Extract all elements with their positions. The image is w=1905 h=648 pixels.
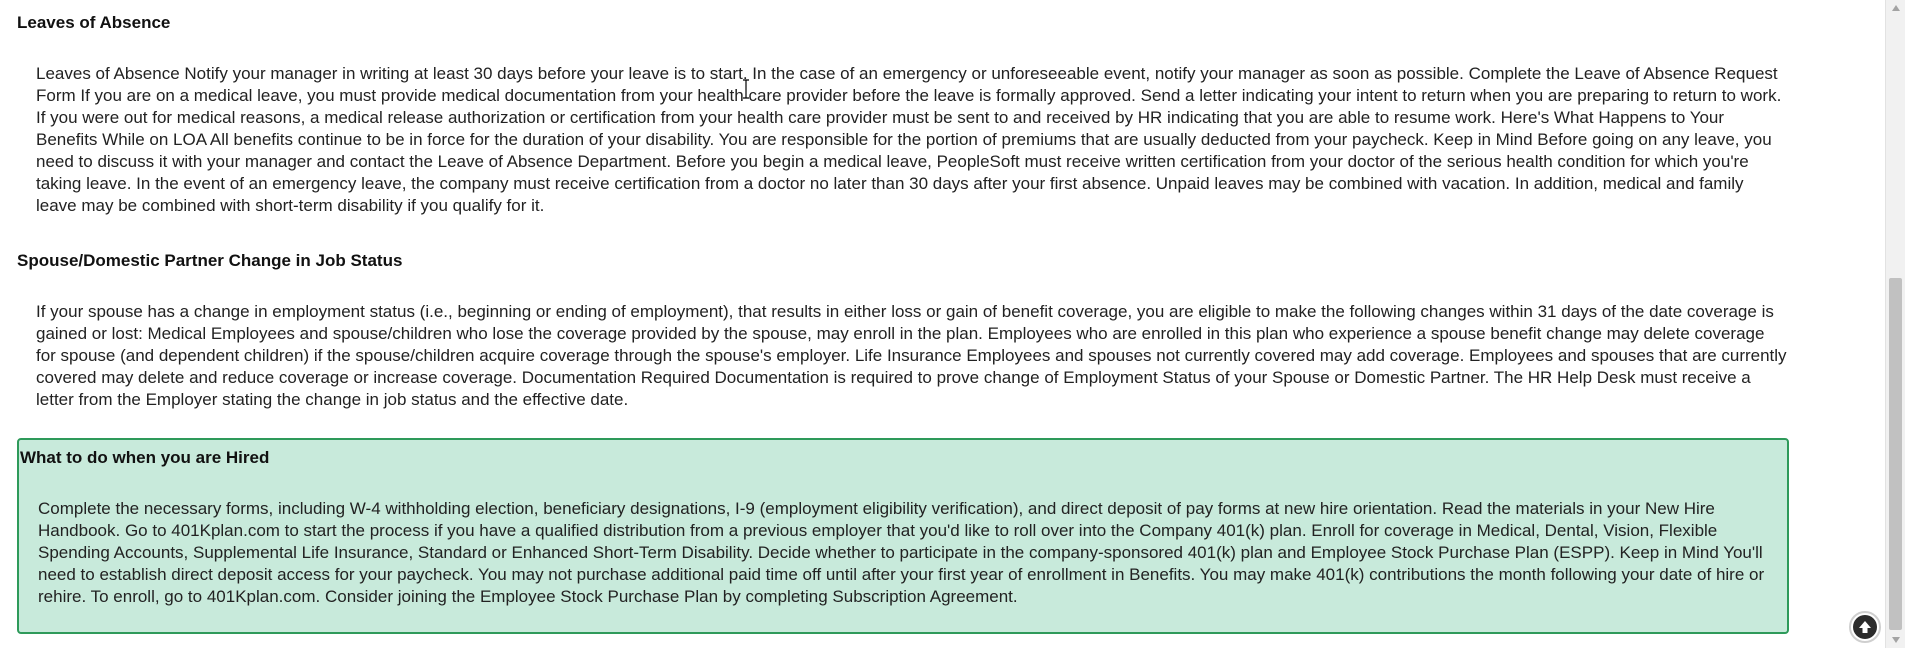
section-title: Leaves of Absence bbox=[17, 13, 171, 32]
section-body: If your spouse has a change in employment status (i.e., beginning or ending of employment), that results in either loss or gain of benefit coverage, you are eligible to make the following changes within 31 days of the date coverage is gained or lost: Medical Employees and spouse/children who lose the coverage provided by the spouse, may enroll in the plan. Employees who are enrolled in this plan who experience a spouse benefit change may delete coverage for spouse (and dependent children) if the spouse/children acquire coverage through the spouse's employer. Life Insurance Employees and spouses not currently covered may add coverage. Employees and spouses that are currently covered may delete and reduce coverage or increase coverage. Documentation Required Documentation is required to prove change of Employment Status of your Spouse or Domestic Partner. The HR Help Desk must receive a letter from the Employer stating the change in job status and the effective date. bbox=[36, 302, 1787, 409]
section-leaves-of-absence bbox=[17, 13, 1789, 217]
section-body: Complete the necessary forms, including W-4 withholding election, beneficiary designations, I-9 (employment eligibility verification), and direct deposit of pay forms at new hire orientation. Read the materials in your New Hire Handbook. Go to 401Kplan.com to start the process if you have a qualified distribution from a previous employer that you'd like to roll over into the Company 401(k) plan. Enroll for coverage in Medical, Dental, Vision, Flexible Spending Accounts, Supplemental Life Insurance, Standard or Enhanced Short-Term Disability. Decide whether to participate in the company-sponsored 401(k) plan and Employee Stock Purchase Plan (ESPP). Keep in Mind You'll need to establish direct deposit access for your paycheck. You may not purchase additional paid time off until after your first year of enrollment in Benefits. You may make 401(k) contributions the month following your date of hire or rehire. To enroll, go to 401Kplan.com. Consider joining the Employee Stock Purchase Plan by completing Subscription Agreement. bbox=[38, 499, 1765, 606]
section-spouse-domestic-partner bbox=[17, 251, 1789, 411]
back-to-top-button[interactable] bbox=[1849, 611, 1881, 643]
section-title: Spouse/Domestic Partner Change in Job Status bbox=[17, 251, 403, 270]
section-body: Leaves of Absence Notify your manager in writing at least 30 days before your leave is to start. In the case of an emergency or unforeseeable event, notify your manager as soon as possible. Complete the Leave of Absence Request Form If you are on a medical leave, you must provide medical documentation from your health care provider before the leave is formally approved. Send a letter indicating your intent to return when you are preparing to return to work. If you were out for medical reasons, a medical release authorization or certification from your health care provider must be sent to and received by HR indicating that you are able to resume work. Here's What Happens to Your Benefits While on LOA All benefits continue to be in force for the duration of your disability. You are responsible for the portion of premiums that are usually deducted from your paycheck. Keep in Mind Before going on any leave, you need to discuss it with your manager and contact the Leave of Absence Department. Before you begin a medical leave, PeopleSoft must receive written certification from your doctor of the serious health condition for which you're taking leave. In the event of an emergency leave, the company must receive certification from a doctor no later than 30 days after your first absence. Unpaid leaves may be combined with vacation. In addition, medical and family leave may be combined with short-term disability if you qualify for it. bbox=[36, 64, 1782, 215]
section-what-to-do-when-hired bbox=[17, 438, 1789, 634]
scroll-down-arrow-icon[interactable] bbox=[1886, 632, 1905, 648]
scrollbar-thumb[interactable] bbox=[1889, 278, 1902, 630]
vertical-scrollbar[interactable] bbox=[1885, 0, 1905, 648]
arrow-up-icon bbox=[1853, 615, 1877, 639]
section-title: What to do when you are Hired bbox=[20, 448, 270, 467]
scroll-up-arrow-icon[interactable] bbox=[1886, 0, 1905, 16]
